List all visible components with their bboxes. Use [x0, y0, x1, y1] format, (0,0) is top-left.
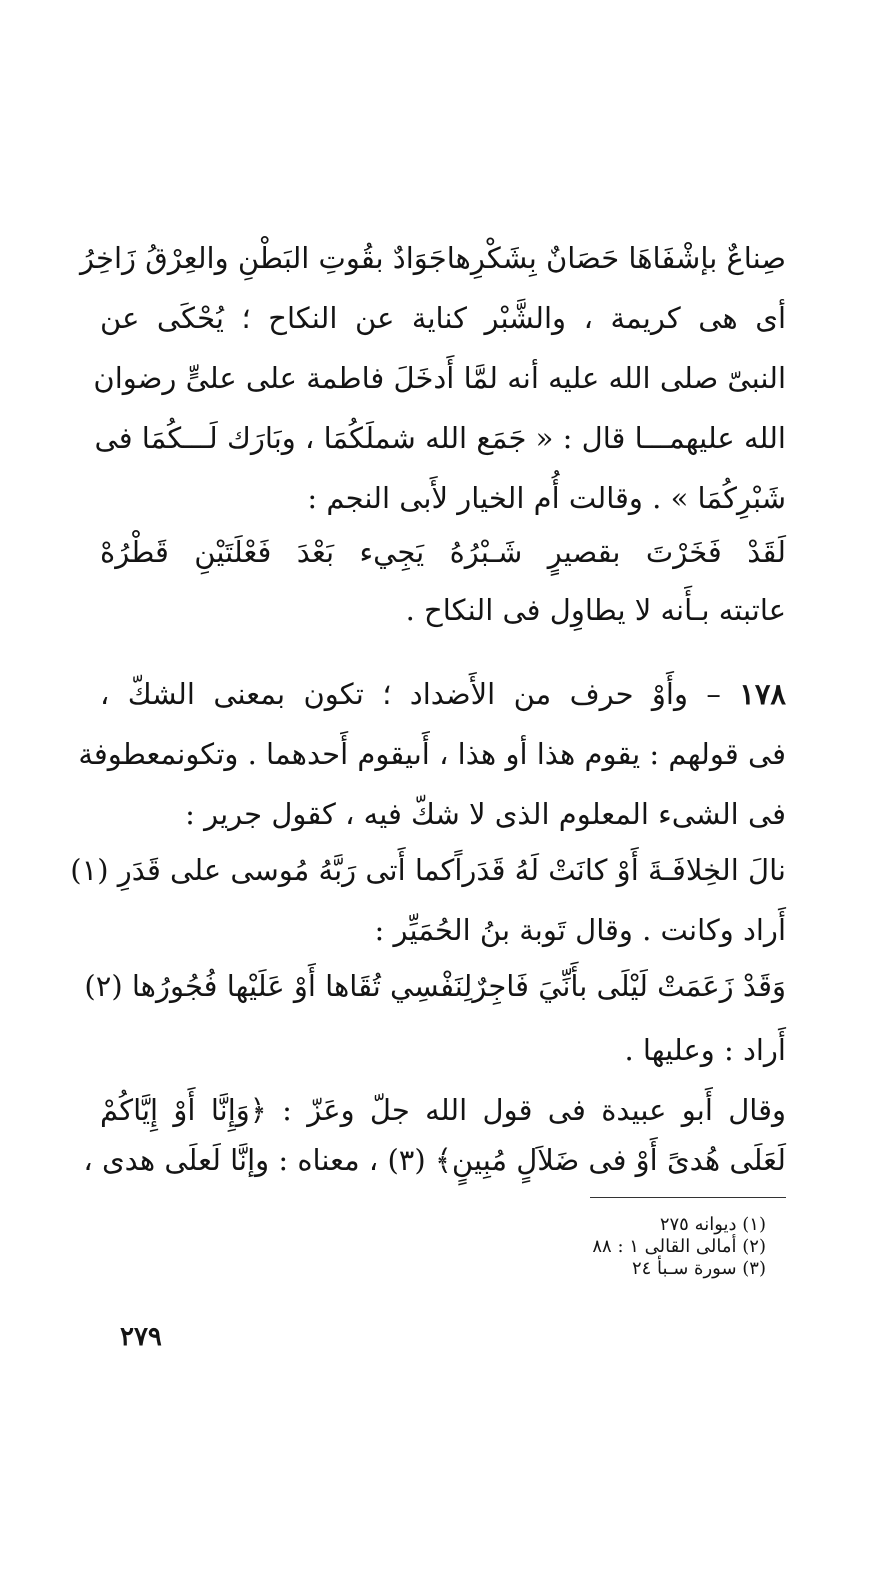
section-178-line-1 — [100, 674, 786, 714]
section-178-line-3: فى الشىء المعلوم الذى لا شكّ فيه ، كقول جرير : — [185, 797, 786, 831]
verse-4-first-hemistich: وَقَدْ زَعَمَتْ لَيْلَى بأَنِّيَ فَاجِرٌ — [472, 969, 786, 1003]
paragraph-1-line-2: النبىّ صلى الله عليه أنه لمَّا أَدخَلَ فاطمة على علىٍّ رضوان — [93, 361, 786, 395]
verse-3-first-hemistich: نالَ الخِلافَـةَ أَوْ كانَتْ لَهُ قَدَراً — [454, 853, 786, 887]
paragraph-1-end: عاتبته بـأَنه لا يطاوِل فى النكاح . — [405, 593, 786, 627]
footnote-2: (٢) أمالى القالى ١ : ٨٨ — [592, 1236, 766, 1257]
verse-4 — [84, 966, 786, 1006]
footnote-3: (٣) سورة سـبأ ٢٤ — [631, 1258, 766, 1279]
paragraph-1-line-4: شَبْرِكُمَا » . وقالت أُم الخيار لأَبى النجم : — [307, 481, 786, 515]
paragraph-3: أَراد : وعليها . — [624, 1033, 786, 1067]
paragraph-4-line-1: وقال أَبو عبيدة فى قول الله جلّ وعَزّ : ﴿وَإِنَّا أَوْ إِيَّاكُمْ — [100, 1093, 786, 1127]
verse-1-first-hemistich: صِناعٌ بإشْفَاهَا حَصَانٌ بِشَكْرِها — [446, 241, 786, 275]
entry-dash: – — [706, 677, 721, 711]
footnote-divider — [590, 1197, 786, 1198]
page-number — [120, 1322, 220, 1352]
entry-number: ١٧٨ — [739, 677, 787, 711]
footnote-1: (١) ديوانه ٢٧٥ — [659, 1214, 766, 1235]
paragraph-4-line-2: لَعَلَى هُدىً أَوْ فى ضَلاَلٍ مُبِينٍ﴾ (٣) ، معناه : وإنَّا لَعلَى هدى ، — [83, 1143, 786, 1177]
verse-1 — [80, 238, 786, 278]
verse-2: لَقَدْ فَخَرْتَ بقصيرٍ شَـبْرُهُ يَجِيء بَعْدَ فَعْلَتَيْنِ قَطْرُهْ — [100, 535, 786, 569]
section-178-line-2: فى قولهم : يقوم هذا أو هذا ، أَىيقوم أَحدهما . وتكونمعطوفة — [78, 737, 786, 771]
paragraph-1-line-3: الله عليهمـــا قال : « جَمَع الله شملَكُمَا ، وبَارَك لَـــكُمَا فى — [94, 421, 786, 455]
page-number-text: ٢٧٩ — [120, 1322, 162, 1352]
entry-text: وأَوْ حرف من الأَضداد ؛ تكون بمعنى الشكّ ، — [100, 677, 688, 711]
paragraph-1-line-1: أى هى كريمة ، والشَّبْر كناية عن النكاح ؛ يُحْكَى عن — [100, 301, 786, 335]
verse-3-second-hemistich: كما أَتى رَبَّهُ مُوسى على قَدَرِ (١) — [70, 853, 455, 887]
verse-4-second-hemistich: لِنَفْسِي تُقَاها أَوْ عَلَيْها فُجُورُها (٢) — [84, 969, 473, 1003]
paragraph-2: أَراد وكانت . وقال تَوبة بنُ الحُمَيِّر : — [374, 913, 786, 947]
verse-3 — [70, 850, 786, 890]
verse-1-second-hemistich: جَوَادٌ بقُوتِ البَطْنِ والعِرْقُ زَاخِرُ — [80, 241, 447, 275]
